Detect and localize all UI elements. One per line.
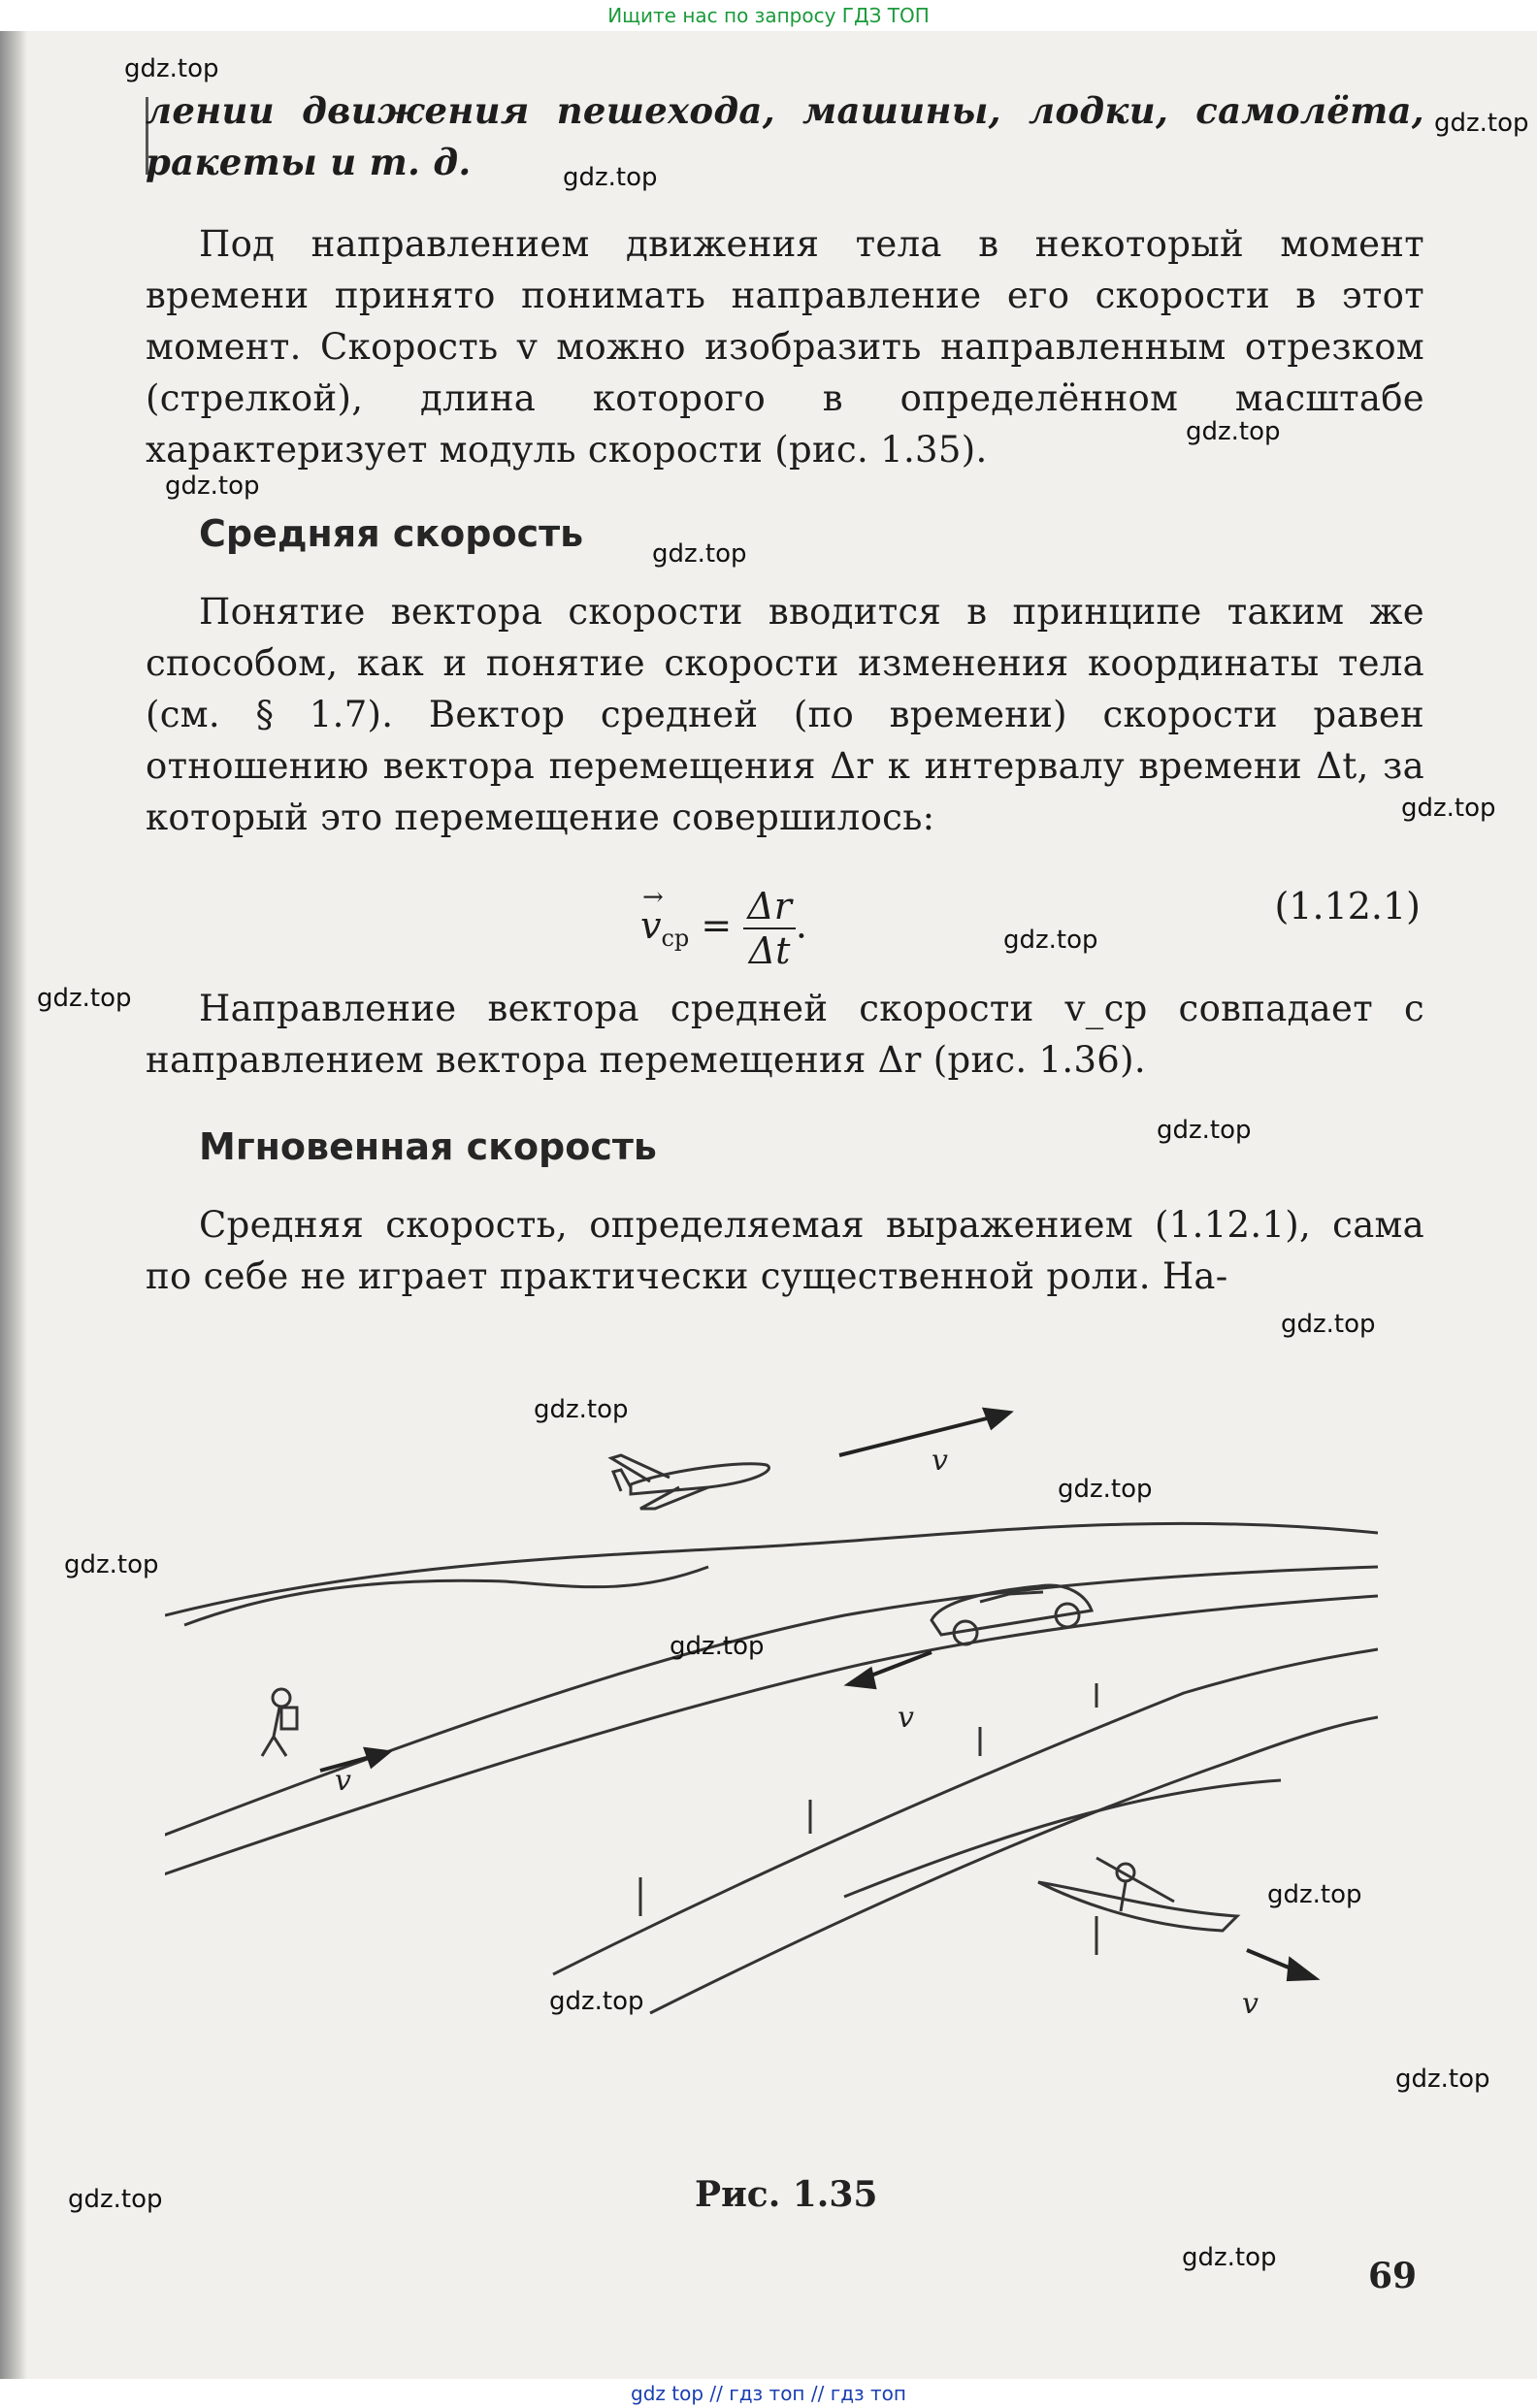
formula-average-velocity: → $v_{ср}$ = $\frac{\Delta r}{\Delta t}$ . bbox=[640, 885, 807, 972]
formula-denominator: Δt bbox=[748, 929, 791, 972]
watermark[interactable]: gdz.top bbox=[549, 1987, 644, 2016]
watermark[interactable]: gdz.top bbox=[37, 984, 132, 1013]
boat-icon bbox=[1038, 1858, 1237, 1955]
watermark[interactable]: gdz.top bbox=[1157, 1116, 1252, 1145]
paragraph-instant: Средняя скорость, определяемая выражением (1.12.1), сама по себе не играет практически существенной роли. На- bbox=[146, 1204, 1424, 1297]
top-banner[interactable]: Ищите нас по запросу ГДЗ ТОП bbox=[0, 0, 1537, 31]
heading-average-speed: Средняя скорость bbox=[199, 512, 584, 555]
car-velocity-label: v bbox=[898, 1701, 914, 1735]
river-line bbox=[844, 1780, 1281, 1897]
watermark[interactable]: gdz.top bbox=[1434, 109, 1529, 138]
airplane-icon bbox=[611, 1455, 769, 1509]
figure-caption: Рис. 1.35 bbox=[695, 2174, 878, 2215]
figure-illustration bbox=[165, 1373, 1378, 2110]
equation-number: (1.12.1) bbox=[1274, 885, 1421, 927]
watermark[interactable]: gdz.top bbox=[652, 539, 747, 569]
watermark[interactable]: gdz.top bbox=[563, 163, 658, 192]
formula-lhs: → v bbox=[640, 904, 661, 947]
boat-velocity-label: v bbox=[1242, 1987, 1259, 2021]
horizon-line bbox=[165, 1523, 1378, 1615]
watermark[interactable]: gdz.top bbox=[534, 1395, 629, 1424]
paragraph-direction-text: Под направлением движения тела в некоторый момент времени принято понимать направление его скорости в этот момент. Скорость v можно изобразить направленным отрезком (стрелкой), длина которого в определённом масштабе характеризует модуль скорости (рис. 1.35). bbox=[146, 223, 1424, 471]
paragraph-average-vector: Понятие вектора скорости вводится в принципе таким же способом, как и понятие скорости изменения координаты тела (см. § 1.7). Вектор средней (по времени) скорости равен отношению вектора перемещения Δr к интервалу времени Δt, за который это перемещение совершилось: bbox=[146, 591, 1424, 838]
formula-fraction bbox=[743, 885, 796, 972]
hill-line bbox=[184, 1567, 708, 1625]
watermark[interactable]: gdz.top bbox=[670, 1632, 765, 1661]
heading-instant-speed: Мгновенная скорость bbox=[199, 1125, 657, 1168]
road-edge-upper bbox=[165, 1567, 1378, 1839]
formula-numerator: Δr bbox=[743, 885, 796, 929]
watermark[interactable]: gdz.top bbox=[68, 2185, 163, 2214]
watermark[interactable]: gdz.top bbox=[1395, 2065, 1490, 2094]
watermark[interactable]: gdz.top bbox=[1401, 794, 1496, 823]
road-edge-lower bbox=[165, 1596, 1378, 1877]
watermark[interactable]: gdz.top bbox=[1003, 926, 1098, 955]
paragraph-direction-average: Направление вектора средней скорости v_ср совпадает с направлением вектора перемещения Δr (рис. 1.36). bbox=[146, 988, 1424, 1081]
watermark[interactable]: gdz.top bbox=[1058, 1475, 1153, 1504]
paragraph-continuation: лении движения пешехода, машины, лодки, самолёта, ракеты и т. д. bbox=[146, 89, 1424, 183]
page-binding-shadow bbox=[0, 31, 27, 2379]
watermark[interactable]: gdz.top bbox=[1281, 1310, 1376, 1339]
bottom-banner[interactable]: gdz top // гдз топ // гдз топ bbox=[0, 2379, 1537, 2408]
watermark[interactable]: gdz.top bbox=[1267, 1880, 1362, 1909]
watermark[interactable]: gdz.top bbox=[1182, 2243, 1277, 2272]
airplane-velocity-arrow bbox=[839, 1416, 995, 1455]
formula-lhs-subscript: ср bbox=[661, 925, 690, 953]
airplane-velocity-label: v bbox=[932, 1444, 948, 1478]
river-bank-1 bbox=[553, 1649, 1378, 1974]
watermark[interactable]: gdz.top bbox=[1186, 417, 1281, 446]
watermark[interactable]: gdz.top bbox=[124, 54, 219, 83]
page-number: 69 bbox=[1368, 2256, 1418, 2296]
hiker-velocity-label: v bbox=[335, 1764, 351, 1798]
watermark[interactable]: gdz.top bbox=[165, 472, 260, 501]
watermark[interactable]: gdz.top bbox=[64, 1550, 159, 1579]
hiker-icon bbox=[262, 1689, 297, 1756]
